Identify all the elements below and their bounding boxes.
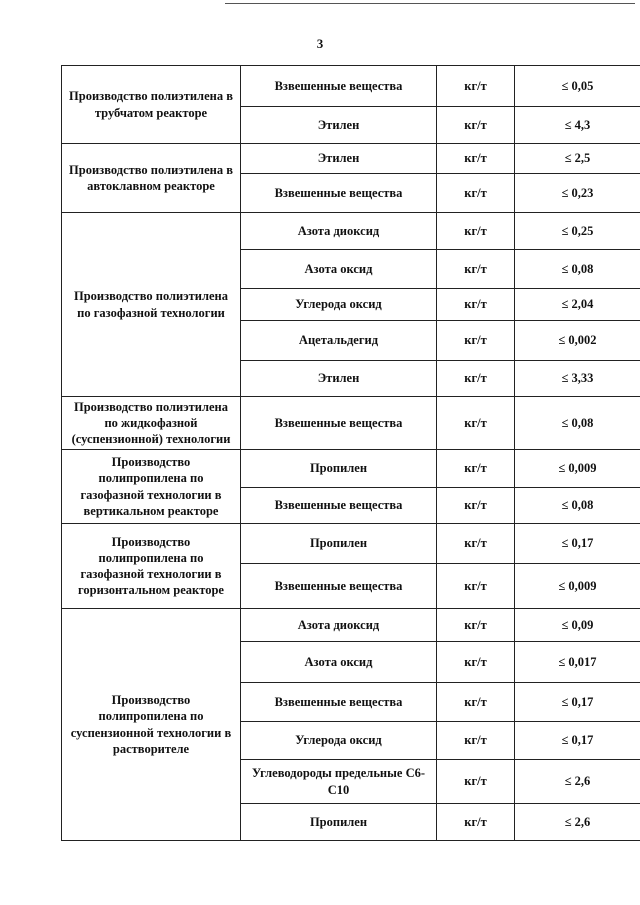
unit-cell: кг/т [437, 683, 515, 722]
unit-cell: кг/т [437, 524, 515, 564]
unit-cell: кг/т [437, 66, 515, 107]
limit-value-cell: ≤ 0,05 [515, 66, 640, 107]
substance-cell: Азота оксид [241, 642, 437, 683]
limit-value-cell: ≤ 2,5 [515, 144, 640, 174]
unit-cell: кг/т [437, 450, 515, 488]
substance-cell: Углерода оксид [241, 289, 437, 321]
table-row [62, 144, 640, 174]
unit-cell: кг/т [437, 144, 515, 174]
unit-cell: кг/т [437, 804, 515, 841]
table-row [62, 213, 640, 250]
limit-value-cell: ≤ 0,09 [515, 609, 640, 642]
process-name-cell: Производство полипропилена по суспензионной технологии в растворителе [62, 609, 241, 841]
substance-cell: Азота диоксид [241, 609, 437, 642]
table-row [62, 66, 640, 107]
limit-value-cell: ≤ 0,23 [515, 174, 640, 213]
limit-value-cell: ≤ 0,009 [515, 450, 640, 488]
limit-value-cell: ≤ 0,25 [515, 213, 640, 250]
page-number: 3 [316, 36, 324, 51]
limit-value-cell: ≤ 0,017 [515, 642, 640, 683]
limit-value-cell: ≤ 0,08 [515, 488, 640, 524]
unit-cell: кг/т [437, 397, 515, 450]
substance-cell: Углерода оксид [241, 722, 437, 760]
substance-cell: Углеводороды предельные С6-С10 [241, 760, 437, 804]
limit-value-cell: ≤ 0,17 [515, 722, 640, 760]
process-name-cell: Производство полиэтилена в трубчатом реакторе [62, 66, 241, 144]
substance-cell: Ацетальдегид [241, 321, 437, 361]
limit-value-cell: ≤ 2,04 [515, 289, 640, 321]
process-name-cell: Производство полиэтилена в автоклавном реакторе [62, 144, 241, 213]
unit-cell: кг/т [437, 760, 515, 804]
limit-value-cell: ≤ 0,009 [515, 564, 640, 609]
substance-cell: Этилен [241, 361, 437, 397]
unit-cell: кг/т [437, 488, 515, 524]
limit-value-cell: ≤ 0,17 [515, 524, 640, 564]
substance-cell: Пропилен [241, 804, 437, 841]
process-name-cell: Производство полиэтилена по жидкофазной (суспензионной) технологии [62, 397, 241, 450]
substance-cell: Взвешенные вещества [241, 564, 437, 609]
substance-cell: Азота диоксид [241, 213, 437, 250]
unit-cell: кг/т [437, 250, 515, 289]
unit-cell: кг/т [437, 722, 515, 760]
substance-cell: Этилен [241, 107, 437, 144]
unit-cell: кг/т [437, 609, 515, 642]
unit-cell: кг/т [437, 321, 515, 361]
process-name-cell: Производство полипропилена по газофазной технологии в горизонтальном реакторе [62, 524, 241, 609]
unit-cell: кг/т [437, 289, 515, 321]
table-row [62, 609, 640, 642]
emission-norms-table [61, 65, 640, 841]
unit-cell: кг/т [437, 642, 515, 683]
unit-cell: кг/т [437, 564, 515, 609]
substance-cell: Пропилен [241, 450, 437, 488]
substance-cell: Азота оксид [241, 250, 437, 289]
substance-cell: Взвешенные вещества [241, 66, 437, 107]
table-row [62, 524, 640, 564]
substance-cell: Взвешенные вещества [241, 174, 437, 213]
substance-cell: Взвешенные вещества [241, 683, 437, 722]
scan-top-edge-line [225, 3, 635, 4]
substance-cell: Пропилен [241, 524, 437, 564]
substance-cell: Взвешенные вещества [241, 488, 437, 524]
unit-cell: кг/т [437, 361, 515, 397]
limit-value-cell: ≤ 0,17 [515, 683, 640, 722]
table-row [62, 450, 640, 488]
substance-cell: Взвешенные вещества [241, 397, 437, 450]
limit-value-cell: ≤ 0,08 [515, 397, 640, 450]
process-name-cell: Производство полипропилена по газофазной технологии в вертикальном реакторе [62, 450, 241, 524]
limit-value-cell: ≤ 4,3 [515, 107, 640, 144]
unit-cell: кг/т [437, 107, 515, 144]
limit-value-cell: ≤ 0,08 [515, 250, 640, 289]
table-body [62, 66, 640, 841]
limit-value-cell: ≤ 3,33 [515, 361, 640, 397]
limit-value-cell: ≤ 2,6 [515, 804, 640, 841]
table-row [62, 397, 640, 450]
process-name-cell: Производство полиэтилена по газофазной технологии [62, 213, 241, 397]
unit-cell: кг/т [437, 213, 515, 250]
unit-cell: кг/т [437, 174, 515, 213]
limit-value-cell: ≤ 0,002 [515, 321, 640, 361]
substance-cell: Этилен [241, 144, 437, 174]
limit-value-cell: ≤ 2,6 [515, 760, 640, 804]
